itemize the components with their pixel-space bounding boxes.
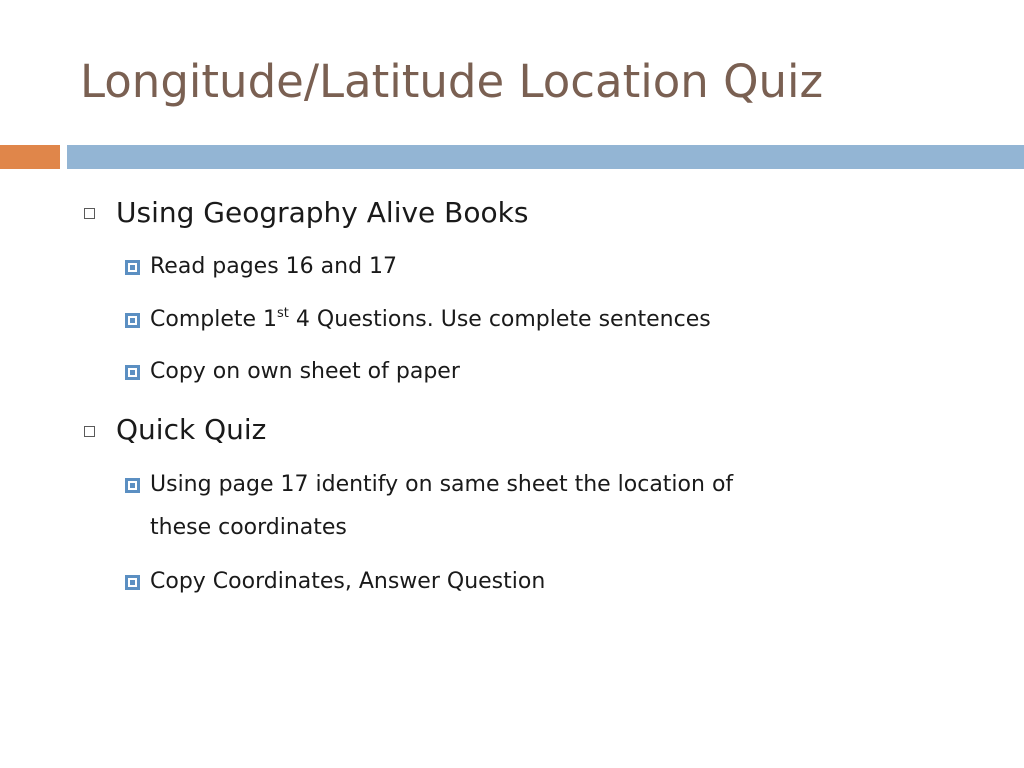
bullet-quick-quiz: Quick Quiz (116, 413, 267, 446)
square-bullet-icon (125, 575, 140, 590)
sub-bullet-copy-sheet: Copy on own sheet of paper (150, 359, 460, 384)
sub-bullet-using-page-17-line2: these coordinates (150, 515, 347, 540)
ordinal-suffix: st (277, 306, 289, 321)
sub-bullet-copy-coordinates: Copy Coordinates, Answer Question (150, 569, 546, 594)
bullet-geography-alive: Using Geography Alive Books (116, 196, 529, 229)
sub-bullet-read-pages: Read pages 16 and 17 (150, 254, 398, 279)
square-bullet-icon (125, 365, 140, 380)
sub-bullet-complete-questions (150, 305, 711, 335)
sub-bullet-using-page-17-line1: Using page 17 identify on same sheet the location of (150, 472, 734, 497)
accent-bar-orange (0, 145, 60, 169)
sub-bullet-complete-text-end: 4 Questions. Use complete sentences (288, 307, 711, 332)
square-bullet-icon (125, 478, 140, 493)
hollow-square-bullet-icon (84, 208, 95, 219)
accent-bar-blue (67, 145, 1024, 169)
slide-title: Longitude/Latitude Location Quiz (80, 55, 824, 108)
square-bullet-icon (125, 313, 140, 328)
hollow-square-bullet-icon (84, 426, 95, 437)
sub-bullet-complete-text-start: Complete 1 (150, 307, 278, 332)
square-bullet-icon (125, 260, 140, 275)
